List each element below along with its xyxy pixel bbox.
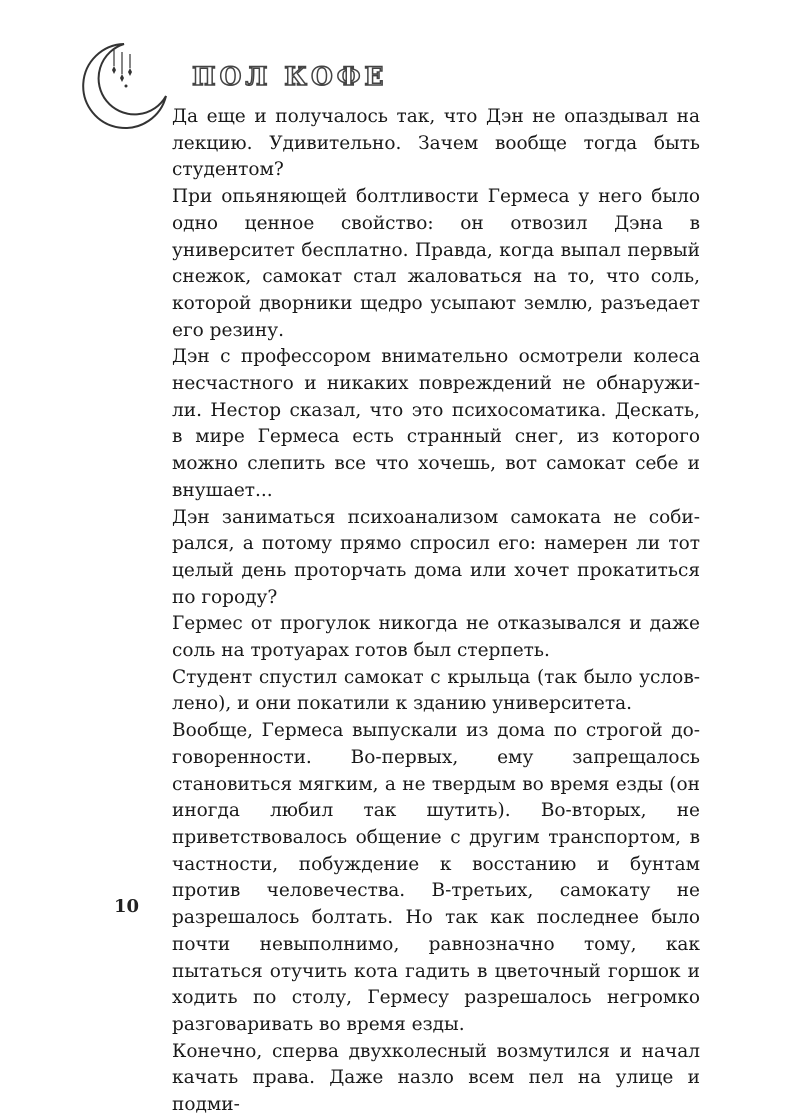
- author-name: ПОЛ КОФЕ: [192, 62, 388, 91]
- paragraph: Гермес от прогулок никогда не отказывался и даже соль на тротуарах готов был стерпеть.: [172, 613, 700, 662]
- body-text: [172, 104, 700, 1119]
- page-number: 10: [114, 896, 140, 917]
- paragraph: Студент спустил самокат с крыльца (так было условлено), и они покатили к зданию университета.: [172, 666, 700, 715]
- paragraph: При опьяняющей болтливости Гермеса у него было одно ценное свойство: он отвозил Дэна в университет бесплатно. Правда, когда выпал первый снежок, самокат стал жаловаться на то, что соль, которой дворники щедро усыпают землю, разъедает его резину.: [172, 186, 700, 341]
- paragraph: Дэн заниматься психоанализом самоката не собирался, а потому прямо спросил его: намерен ли тот целый день проторчать дома или хочет прокатиться по городу?: [172, 506, 700, 608]
- paragraph: Вообще, Гермеса выпускали из дома по строгой договоренности. Во-первых, ему запрещалось становиться мягким, а не твердым во время езды (он иногда любил так шутить). Во-вторых, не приветствовалось общение с другим транспортом, в частности, побуждение к восстанию и бунтам против человечества. В-третьих, самокату не разрешалось болтать. Но так как последнее было почти невыполнимо, равнозначно тому, как пытаться отучить кота гадить в цветочный горшок и ходить по столу, Гермесу разрешалось негромко разговаривать во время езды.: [172, 720, 700, 1035]
- moon-stars-icon: [78, 40, 170, 132]
- paragraph: Дэн с профессором внимательно осмотрели колеса несчастного и никаких повреждений не обнаружили. Нестор сказал, что это психосоматика. Дескать, в мире Гермеса есть странный снег, из которого можно слепить все что хочешь, вот самокат себе и внушает...: [172, 346, 700, 501]
- paragraph: Конечно, сперва двухколесный возмутился и начал качать права. Даже назло всем пел на улице и подми-: [172, 1040, 700, 1116]
- paragraph: Да еще и получалось так, что Дэн не опаздывал на лекцию. Удивительно. Зачем вообще тогда быть студентом?: [172, 106, 700, 181]
